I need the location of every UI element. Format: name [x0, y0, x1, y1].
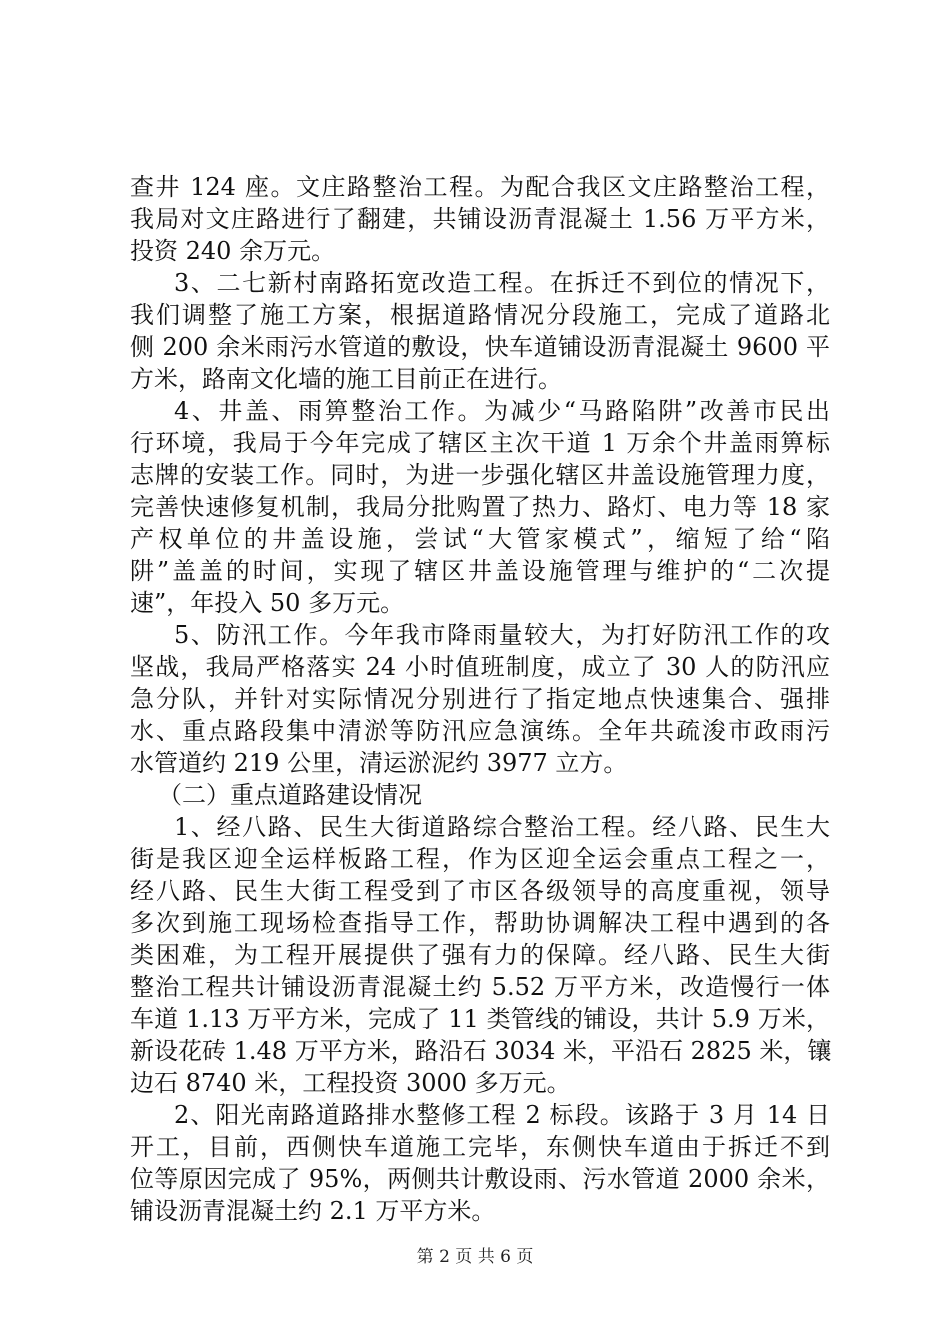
- paragraph-line: 4、井盖、雨箅整治工作。为减少“马路陷阱”改善市民出: [174, 397, 830, 425]
- paragraph-line: 速”，年投入 50 多万元。: [130, 589, 405, 617]
- paragraph-line: 我局对文庄路进行了翻建，共铺设沥青混凝土 1.56 万平方米，: [130, 205, 830, 233]
- paragraph-line: 产权单位的井盖设施，尝试“大管家模式”，缩短了给“陷: [130, 525, 830, 553]
- paragraph-line: 方米，路南文化墙的施工目前正在进行。: [130, 365, 562, 393]
- paragraph-line: 开工，目前，西侧快车道施工完毕，东侧快车道由于拆迁不到: [130, 1133, 830, 1161]
- paragraph-line: 位等原因完成了 95%，两侧共计敷设雨、污水管道 2000 余米，: [130, 1165, 830, 1193]
- page-number-footer: 第 2 页 共 6 页: [416, 1247, 534, 1267]
- paragraph-line: 水、重点路段集中清淤等防汛应急演练。全年共疏浚市政雨污: [130, 717, 830, 745]
- paragraph-line: 铺设沥青混凝土约 2.1 万平方米。: [130, 1197, 496, 1225]
- paragraph-line: 坚战，我局严格落实 24 小时值班制度，成立了 30 人的防汛应: [130, 653, 830, 681]
- paragraph-line: 多次到施工现场检查指导工作，帮助协调解决工程中遇到的各: [130, 909, 830, 937]
- paragraph-line: 车道 1.13 万平方米，完成了 11 类管线的铺设，共计 5.9 万米，: [130, 1005, 830, 1033]
- paragraph-line: 侧 200 余米雨污水管道的敷设，快车道铺设沥青混凝土 9600 平: [130, 333, 830, 361]
- paragraph-line: 完善快速修复机制，我局分批购置了热力、路灯、电力等 18 家: [130, 493, 830, 521]
- paragraph-line: 经八路、民生大街工程受到了市区各级领导的高度重视，领导: [130, 877, 830, 905]
- paragraph-line: 街是我区迎全运样板路工程，作为区迎全运会重点工程之一，: [130, 845, 830, 873]
- paragraph-line: 水管道约 219 公里，清运淤泥约 3977 立方。: [130, 749, 628, 777]
- paragraph-line: 投资 240 余万元。: [130, 237, 336, 265]
- paragraph-line: 1、经八路、民生大街道路综合整治工程。经八路、民生大: [174, 813, 830, 841]
- paragraph-line: 整治工程共计铺设沥青混凝土约 5.52 万平方米，改造慢行一体: [130, 973, 830, 1001]
- paragraph-line: 志牌的安装工作。同时，为进一步强化辖区井盖设施管理力度，: [130, 461, 830, 489]
- paragraph-line: 查井 124 座。文庄路整治工程。为配合我区文庄路整治工程，: [130, 173, 830, 201]
- paragraph-line: 阱”盖盖的时间，实现了辖区井盖设施管理与维护的“二次提: [130, 557, 830, 585]
- paragraph-line: 3、二七新村南路拓宽改造工程。在拆迁不到位的情况下，: [174, 269, 830, 297]
- paragraph-line: 急分队，并针对实际情况分别进行了指定地点快速集合、强排: [130, 685, 830, 713]
- paragraph-line: 5、防汛工作。今年我市降雨量较大，为打好防汛工作的攻: [174, 621, 830, 649]
- paragraph-line: 类困难，为工程开展提供了强有力的保障。经八路、民生大街: [130, 941, 830, 969]
- paragraph-line: 我们调整了施工方案，根据道路情况分段施工，完成了道路北: [130, 301, 830, 329]
- paragraph-line: 行环境，我局于今年完成了辖区主次干道 1 万余个井盖雨箅标: [130, 429, 830, 457]
- paragraph-line: 边石 8740 米，工程投资 3000 多万元。: [130, 1069, 571, 1097]
- paragraph-line: 2、阳光南路道路排水整修工程 2 标段。该路于 3 月 14 日: [174, 1101, 830, 1129]
- paragraph-line: 新设花砖 1.48 万平方米，路沿石 3034 米，平沿石 2825 米，镶: [130, 1037, 832, 1065]
- section-heading: （二）重点道路建设情况: [158, 781, 422, 809]
